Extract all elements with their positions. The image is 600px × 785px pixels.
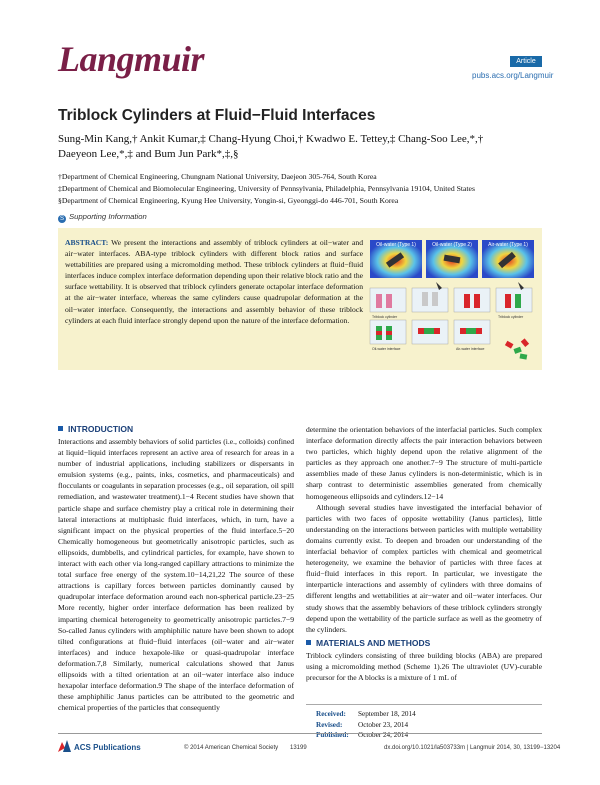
abstract-label: ABSTRACT: [65,238,109,247]
authors-line-1: Sung-Min Kang,† Ankit Kumar,‡ Chang-Hyung Choi,† Kwadwo E. Tettey,‡ Chang-Soo Lee,*,† [58,133,484,145]
acs-logo: ACS Publications [58,740,141,752]
methods-heading: MATERIALS AND METHODS [306,638,430,648]
toc-label-3: Oil-water interface [372,347,401,351]
article-badge: Article [510,56,542,67]
article-dates [316,709,416,741]
footer-doi[interactable]: dx.doi.org/10.1021/la503733m | Langmuir 2014, 30, 13199−13204 [384,745,561,751]
abstract-body: We present the interactions and assembly of triblock cylinders at oil−water and air−water interfaces. ABA-type triblock cylinders with different block ratios and surface wettabilities are prepared using a micromolding method. These triblock cylinders at fluid−fluid interfaces induce complex interface deformation depending upon their relative block ratio and the surface wettability. It is observed that triblock cylinders generate octapolar interface deformation at the air−water interface, whereas the same cylinders cause quadrupolar deformation at the oil−water interface. Consequently, the interactions and assembly behavior of these triblock cylinders at each fluid interface strongly depend upon the nature of the interface deformation. [65,238,364,325]
toc-panel-2 [426,240,478,278]
toc-label-1: Triblock cylinder [372,315,398,319]
intro-heading: INTRODUCTION [58,424,133,434]
acs-logo-icon [58,740,72,752]
paper-title: Triblock Cylinders at Fluid−Fluid Interfaces [58,107,376,124]
intro-paragraph-2: determine the orientation behaviors of the interfacial particles. Such complex interface deformation directly affects the pair interaction behaviors between two particles, which highly depend upon the relative alignment of the particles as they approach one another.7−9 The structure of multi-particle assemblies made of these Janus cylinders is non-deterministic, which is in sharp contrast to deterministic assemblies generated from chemically homogeneous ellipsoids and cylinders.12−14 [306,425,542,501]
affiliation-1: †Department of Chemical Engineering, Chungnam National University, Daejeon 305-764, South Korea [58,172,377,181]
authors-line-2: Daeyeon Lee,*,‡ and Bum Jun Park*,‡,§ [58,148,239,160]
methods-text: Triblock cylinders consisting of three building blocks (ABA) are prepared using a micromolding method (Scheme 1).26 The ultraviolet (UV)-curable precursor for the A blocks is a mixture of 1 mL of [306,651,542,683]
journal-title: Langmuir [58,39,205,79]
toc-schematic [370,282,532,360]
section-marker-icon [306,640,311,645]
supporting-info-label: Supporting Information [69,212,147,221]
footer-divider [58,733,542,734]
toc-panel-3 [482,240,534,278]
date-received: Received: September 18, 2014 [316,710,416,718]
footer-page-number: 13199 [290,745,307,751]
affiliation-2: ‡Department of Chemical and Biomolecular Engineering, University of Pennsylvania, Philadelphia, Pennsylvania 19104, United States [58,184,475,193]
abstract-text [65,237,363,326]
intro-column-2 [306,424,542,635]
toc-label-2: Triblock cylinder [498,315,524,319]
journal-url[interactable]: pubs.acs.org/Langmuir [472,71,554,80]
dates-divider [306,704,542,705]
toc-panel-1-label: Oil-water (Type 1) [376,242,416,248]
intro-paragraph-1: Interactions and assembly behaviors of solid particles (i.e., colloids) confined at liquid−liquid interfaces represent an active area of research for areas in a number of industrial applications, including stabilizers or dispersants in emulsion systems (e.g., paints, inks, cosmetics, and pharmaceuticals) and flocculants or coagulants in separation processes (e.g., oil separation, oil spill remediation, and wastewater treatment).1−4 Recent studies have shown that particle shape and surface chemistry play a critical role in determining their lateral interactions at multiphasic fluid interfaces, which, in turn, have a significant impact on the physical properties of the fluid interface.5−20 Chemically homogeneous but geometrically anisotropic particles, such as ellipsoids, dumbbells, and cylindrical particles, for example, have shown to interact with each other via long-ranged capillary attractions to minimize the total surface free energy of the system.10−14,21,22 The source of these attractions is capillary forces between particles dominantly caused by quadrupolar interface deformation around each non-spherical particle.23−25 More recently, higher order interface deformation has been realized by imparting chemical heterogeneity to geometrically anisotropic particles.7−9 So-called Janus cylinders with amphiphilic nature have been shown to adopt tilted configurations at fluid−fluid interfaces (oil−water and air−water interfaces) and induce hexapole-like or quasi-quadrupolar interface deformation.7,8 Similarly, numerical calculations showed that Janus ellipsoids with a tilted orientation at an oil−water interface also induce hexapolar interface deformation.9 The shape of the interface deformation of these amphiphilic Janus particles can be attributed to the geometric and chemical properties of the particles that consequently [58,437,294,713]
supporting-info-link[interactable] [58,212,147,223]
toc-panel-2-label: Oil-water (Type 2) [432,242,472,248]
section-marker-icon [58,426,63,431]
toc-graphic [368,236,538,366]
toc-panel-3-label: Air-water (Type 1) [488,242,528,248]
intro-paragraph-3: Although several studies have investigated the interfacial behavior of particles with two faces of opposite wettability (Janus particles), little understanding on the interactions between particles with multiple wettability domains currently exist. To deepen and broaden our understanding of the interfacial behavior of complex particles with chemical and geometrical heterogeneity, we examine the behavior of particles with three faces at fluid−fluid interfaces in this report. In particular, we investigate the interparticle interactions and assembly of cylinders with three domains of different lengths and wettabilities at air−water and oil−water interfaces. Our study shows that the assembly behaviors of these triblock cylinders strongly depend upon the wettability of the particle surface as well as the geometry of the cylinders. [306,502,542,634]
date-published: Published: October 24, 2014 [316,731,409,739]
affiliation-3: §Department of Chemical Engineering, Kyung Hee University, Yongin-si, Gyeonggi-do 446-701, South Korea [58,196,399,205]
footer-copyright: © 2014 American Chemical Society [184,745,279,751]
date-revised: Revised: October 23, 2014 [316,720,409,729]
toc-label-4: Air-water interface [456,347,485,351]
authors [58,132,558,162]
supporting-info-icon: S [59,216,64,222]
intro-column-1 [58,436,294,713]
toc-panel-1 [370,240,422,278]
